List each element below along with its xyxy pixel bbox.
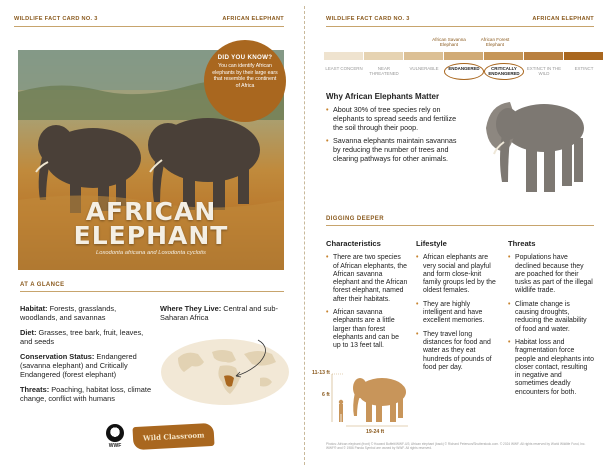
photo-credits: Photos: African elephant (front) © Howard Buffett/WWF-US; African elephant (back) © Richard Peterson/Shutterstock.com. © 2024 WWF. All rights reserved by World Wildlife Fund, Inc. WWF® and © 1986 Panda Symbol are owned by WWF. All rights reserved. [326,442,586,451]
characteristics-column [326,240,408,356]
fact-value: Poaching, habitat loss, climate change, conflict with humans [20,385,152,403]
list-item: • Climate change is causing droughts, reducing the availability of food and water. [508,301,594,334]
animal-name-label: AFRICAN ELEPHANT [532,16,594,22]
at-a-glance-title: AT A GLANCE [20,282,65,288]
hero-title-line2: ELEPHANT [73,221,229,250]
scale-segment-extinct [564,52,603,60]
list-item: • Populations have declined because they are poached for their tusks as part of the illegal wildlife trade. [508,254,594,295]
hero-title-line1: AFRICAN [85,197,217,226]
scale-segment-vulnerable [404,52,443,60]
why-matter-title: Why African Elephants Matter [326,92,440,101]
scale-label: VULNERABLE [409,66,439,71]
fact-label: Conservation Status: [20,352,95,361]
size-comparison-graphic [330,372,412,428]
standing-elephant-photo [472,90,592,202]
card-number-label: WILDLIFE FACT CARD NO. 3 [14,16,98,22]
fact-value: Forests, grasslands, woodlands, and savannas [20,304,117,322]
lifestyle-column [416,240,498,377]
fact-value: Endangered (savanna elephant) and Critically Endangered (forest elephant) [20,352,137,379]
why-matter-list [326,106,466,169]
fact-label: Habitat: [20,304,48,313]
size-height-label: 11-13 ft [312,370,330,376]
fact-value: Grasses, tree bark, fruit, leaves, and seeds [20,328,144,346]
scale-label: EXTINCT IN THE WILD [526,66,562,77]
scale-label: EXTINCT [574,66,594,71]
did-you-know-title: DID YOU KNOW? [217,54,273,61]
where-label: Where They Live: [160,304,222,313]
lifestyle-title: Lifestyle [416,239,447,248]
wild-classroom-logo: Wild Classroom [132,423,215,450]
list-item: • Savanna elephants maintain savannas by reducing the number of trees and clearing pathways for other animals. [326,137,466,163]
wwf-logo-label: WWF [108,443,122,449]
size-length-label: 19-24 ft [366,429,385,435]
digging-deeper-rule [326,225,594,226]
threats-title: Threats [508,239,536,248]
list-item: • About 30% of tree species rely on elephants to spread seeds and fertilize the soil through their poop. [326,106,466,132]
marker-savanna: African Savanna Elephant [432,37,466,47]
scale-segment-extinct-in-wild [524,52,563,60]
where-value: Central and sub-Saharan Africa [160,304,278,322]
threats-column [508,240,594,402]
list-item: • They travel long distances for food and water as they eat hundreds of pounds of food per day. [416,331,498,372]
hero-subtitle: Loxodonta africana and Loxodonta cyclotis [96,250,206,256]
card-number-label: WILDLIFE FACT CARD NO. 3 [326,16,410,22]
list-item: • African elephants are very social and playful and form close-knit family groups led by the oldest females. [416,254,498,295]
right-header [326,16,594,22]
characteristics-list [326,254,408,350]
threats-list [508,254,594,397]
scale-segment-endangered [444,52,483,60]
scale-label: LEAST CONCERN [325,66,363,71]
fact-label: Threats: [20,385,50,394]
scale-label: NEAR THREATENED [369,66,399,77]
scale-markers [430,37,512,47]
scale-label-highlighted: CRITICALLY ENDANGERED [484,63,524,80]
list-item: • Habitat loss and fragmentation force people and elephants into closer contact, resulting in negative and sometimes deadly encounters for both. [508,339,594,397]
fact-label: Diet: [20,328,37,337]
conservation-scale-bar [324,52,604,60]
scale-label-highlighted: ENDANGERED [444,63,484,80]
conservation-scale-labels [324,66,604,80]
size-person-label: 6 ft [322,392,330,398]
did-you-know-text: You can identify African elephants by their large ears that resemble the continent of Africa [212,63,278,89]
header-rule [326,26,594,27]
scale-segment-critically-endangered [484,52,523,60]
scale-segment-near-threatened [364,52,403,60]
marker-forest: African Forest Elephant [480,37,510,47]
list-item: • There are two species of African elephants, the African savanna elephant and the African forest elephant, named after their habitats. [326,254,408,304]
list-item: • They are highly intelligent and have excellent memories. [416,301,498,326]
characteristics-title: Characteristics [326,239,381,248]
animal-name-label: AFRICAN ELEPHANT [222,16,284,22]
list-item: • African savanna elephants are a little larger than forest elephants and can be up to 13 feet tall. [326,309,408,350]
scale-segment-least-concern [324,52,363,60]
lifestyle-list [416,254,498,372]
digging-deeper-title: DIGGING DEEPER [326,216,384,222]
